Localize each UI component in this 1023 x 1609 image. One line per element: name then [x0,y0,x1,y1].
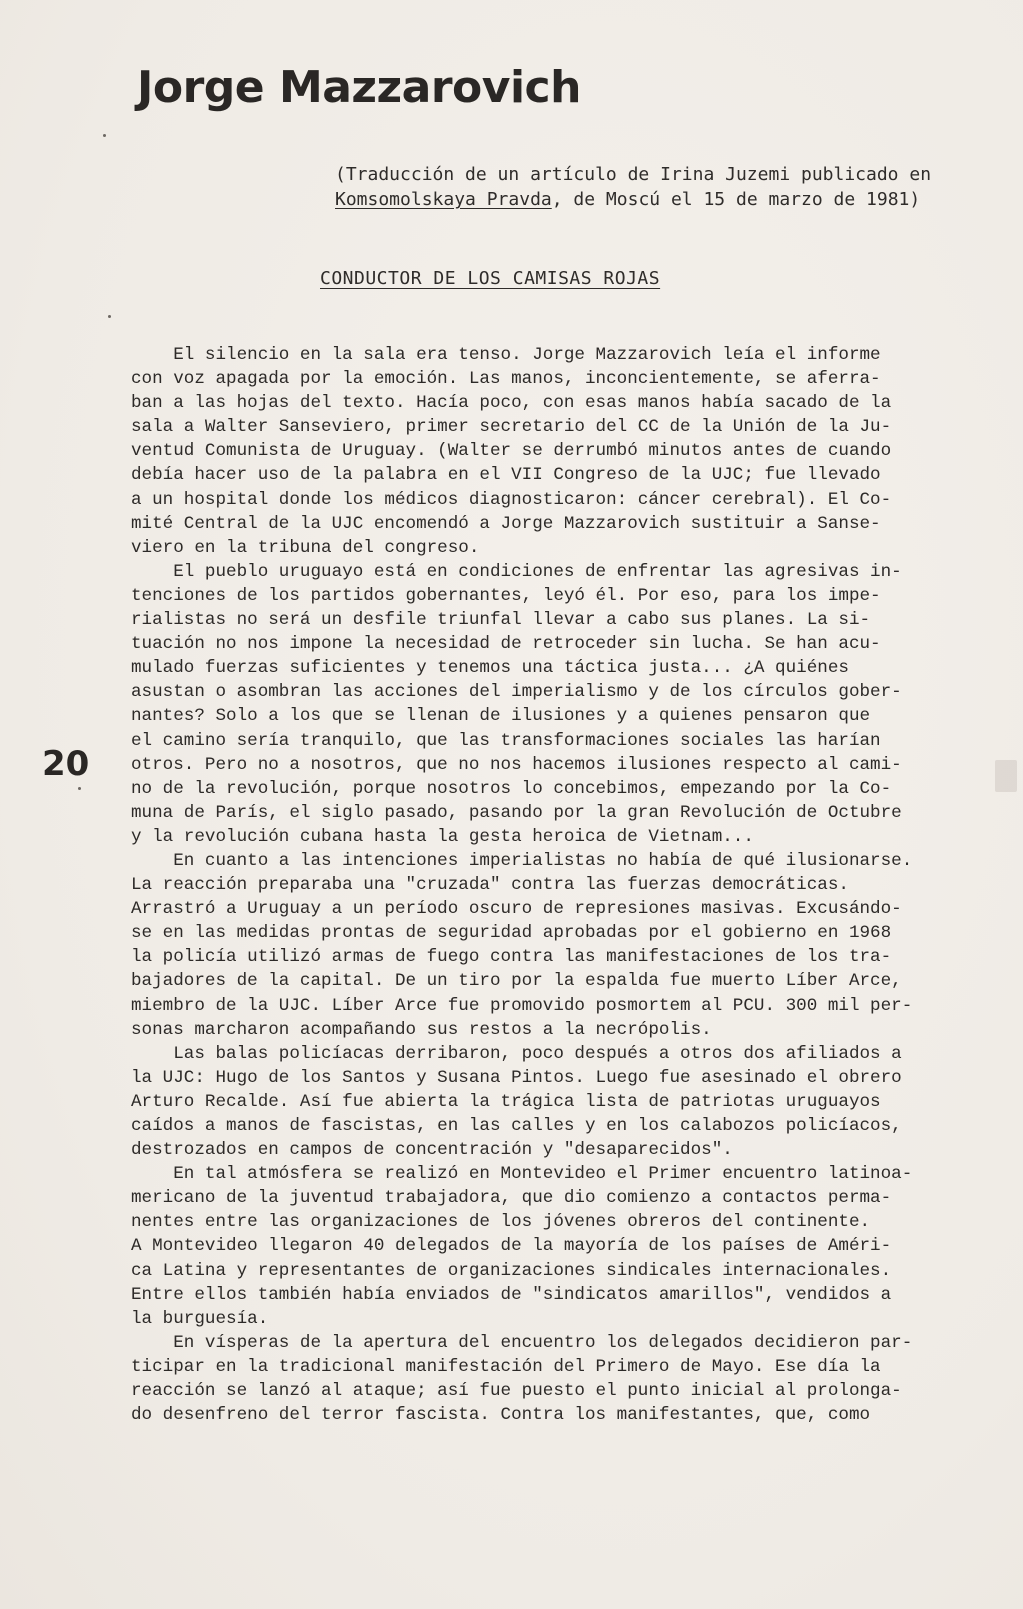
print-speck [103,134,106,137]
body-line: a un hospital donde los médicos diagnosticaron: cáncer cerebral). El Co- [131,489,892,510]
body-line: reacción se lanzó al ataque; así fue puesto el punto inicial al prolonga- [131,1381,902,1402]
body-line: Arturo Recalde. Así fue abierta la trágica lista de patriotas uruguayos [131,1091,881,1112]
body-line: ca Latina y representantes de organizaciones sindicales internacionales. [131,1260,892,1281]
bleed-through-mark [995,760,1017,792]
body-line: muna de París, el siglo pasado, pasando por la gran Revolución de Octubre [131,802,902,823]
body-line: el camino sería tranquilo, que las transformaciones sociales las harían [131,730,881,751]
body-line: do desenfreno del terror fascista. Contra los manifestantes, que, como [131,1405,871,1426]
body-line: destrozados en campos de concentración y "desaparecidos". [131,1140,733,1161]
body-line: sala a Walter Sanseviero, primer secretario del CC de la Unión de la Ju- [131,417,892,438]
article-body [131,343,1011,1427]
body-line: El pueblo uruguayo está en condiciones de enfrentar las agresivas in- [131,561,902,582]
body-line: mulado fuerzas suficientes y tenemos una táctica justa... ¿A quiénes [131,658,849,679]
body-line: sonas marcharon acompañando sus restos a la necrópolis. [131,1019,712,1040]
body-line: mericano de la juventud trabajadora, que dio comienzo a contactos perma- [131,1188,892,1209]
body-line: ban a las hojas del texto. Hacía poco, con esas manos había sacado de la [131,393,892,414]
print-speck [108,315,111,318]
body-line: nentes entre las organizaciones de los jóvenes obreros del continente. [131,1212,871,1233]
body-line: miembro de la UJC. Líber Arce fue promovido posmortem al PCU. 300 mil per- [131,995,913,1016]
body-line: la burguesía. [131,1308,269,1329]
body-line: y la revolución cubana hasta la gesta heroica de Vietnam... [131,826,754,847]
body-line: la UJC: Hugo de los Santos y Susana Pintos. Luego fue asesinado el obrero [131,1067,902,1088]
body-line: El silencio en la sala era tenso. Jorge Mazzarovich leía el informe [131,345,881,365]
body-line: Las balas policíacas derribaron, poco después a otros dos afiliados a [131,1043,902,1064]
body-line: rialistas no será un desfile triunfal llevar a cabo sus planes. La si- [131,610,871,631]
body-line: nantes? Solo a los que se llenan de ilusiones y a quienes pensaron que [131,706,871,727]
translation-note-line-2 [335,187,1005,212]
print-speck [78,787,81,790]
body-line: debía hacer uso de la palabra en el VII Congreso de la UJC; fue llevado [131,465,881,486]
body-line: En tal atmósfera se realizó en Montevideo el Primer encuentro latinoa- [131,1164,913,1185]
body-line: tenciones de los partidos gobernantes, leyó él. Por eso, para los impe- [131,585,881,606]
body-line: mité Central de la UJC encomendó a Jorge Mazzarovich sustituir a Sanse- [131,513,881,534]
body-line: En vísperas de la apertura del encuentro los delegados decidieron par- [131,1332,913,1353]
body-line: La reacción preparaba una "cruzada" contra las fuerzas democráticas. [131,875,849,896]
body-line: A Montevideo llegaron 40 delegados de la mayoría de los países de Améri- [131,1236,892,1257]
body-line: bajadores de la capital. De un tiro por la espalda fue muerto Líber Arce, [131,971,902,992]
body-line: caídos a manos de fascistas, en las calles y en los calabozos policíacos, [131,1116,902,1136]
body-line: ticipar en la tradicional manifestación del Primero de Mayo. Ese día la [131,1356,881,1377]
translation-note [335,162,1005,212]
body-line: Arrastró a Uruguay a un período oscuro de represiones masivas. Excusándo- [131,899,902,920]
body-line: la policía utilizó armas de fuego contra las manifestaciones de los tra- [131,947,892,968]
article-subtitle: CONDUCTOR DE LOS CAMISAS ROJAS [320,268,661,289]
body-line: asustan o asombran las acciones del imperialismo y de los círculos gober- [131,682,902,703]
page-number: 20 [42,744,90,784]
article-heading: Jorge Mazzarovich [137,62,581,113]
translation-note-date: , de Moscú el 15 de marzo de 1981) [551,189,921,210]
body-line: tuación no nos impone la necesidad de retroceder sin lucha. Se han acu- [131,634,881,655]
body-line: otros. Pero no a nosotros, que no nos hacemos ilusiones respecto al cami- [131,754,902,775]
body-line: Entre ellos también había enviados de "sindicatos amarillos", vendidos a [131,1284,892,1305]
body-line: no de la revolución, porque nosotros lo concebimos, empezando por la Co- [131,778,892,799]
body-line: viero en la tribuna del congreso. [131,537,480,558]
body-line: se en las medidas prontas de seguridad aprobadas por el gobierno en 1968 [131,923,892,944]
publication-name: Komsomolskaya Pravda [335,189,552,210]
translation-note-line-1: (Traducción de un artículo de Irina Juzemi publicado en [335,164,932,185]
body-line: con voz apagada por la emoción. Las manos, inconcientemente, se aferra- [131,369,881,390]
body-line: ventud Comunista de Uruguay. (Walter se derrumbó minutos antes de cuando [131,441,892,462]
body-line: En cuanto a las intenciones imperialistas no había de qué ilusionarse. [131,850,913,871]
